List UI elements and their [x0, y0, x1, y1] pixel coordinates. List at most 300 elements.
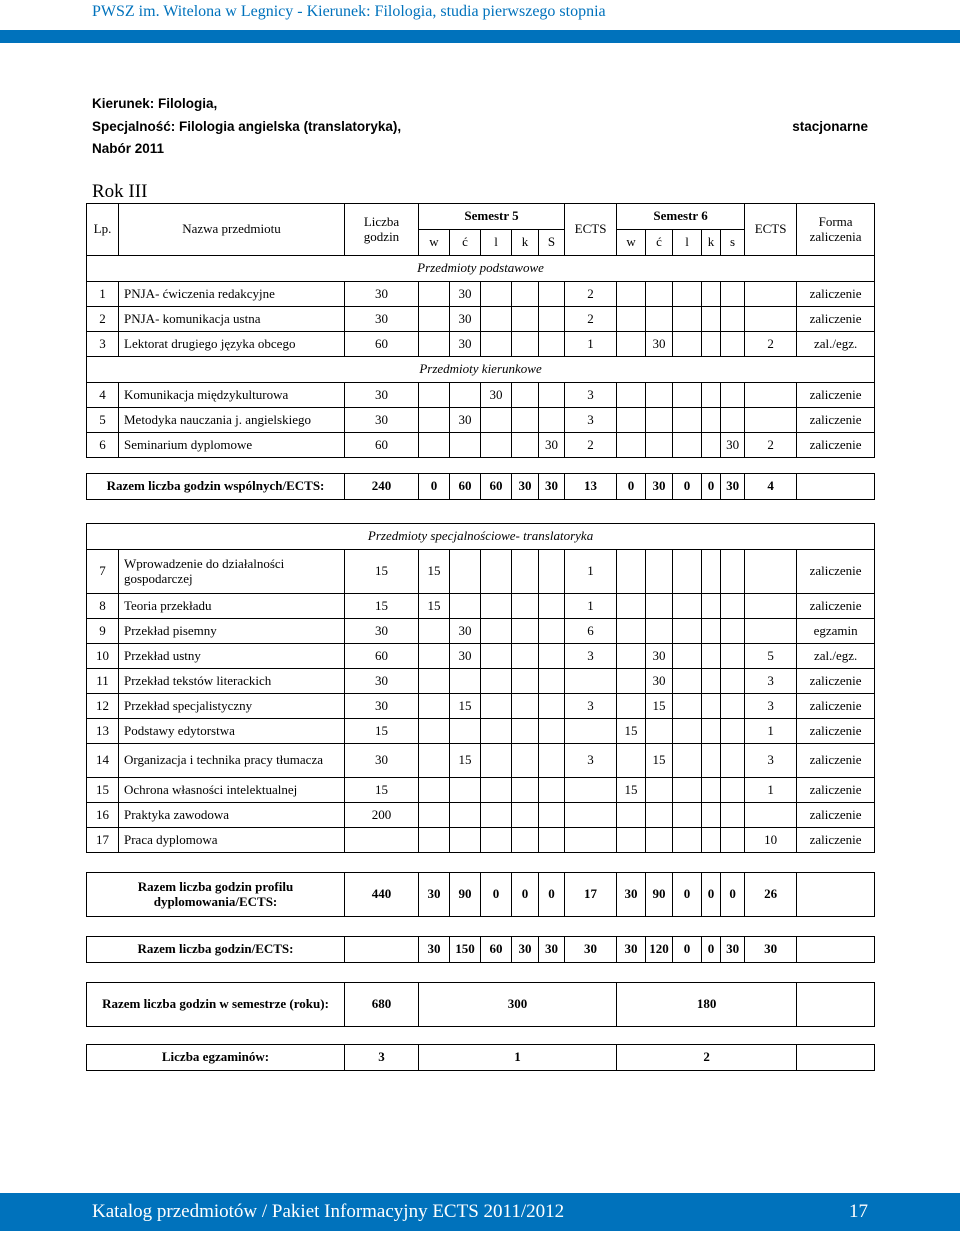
summary-value: 90 — [646, 873, 673, 917]
spacer-row — [87, 1027, 875, 1045]
table-cell: 2 — [565, 282, 617, 307]
table-cell: 2 — [565, 307, 617, 332]
table-cell: 14 — [87, 744, 119, 778]
table-cell — [481, 619, 512, 644]
table-cell — [481, 594, 512, 619]
summary-value: 30 — [617, 937, 646, 963]
table-cell: 1 — [745, 778, 797, 803]
table-cell: 10 — [87, 644, 119, 669]
spacer — [87, 458, 875, 474]
table-cell — [646, 594, 673, 619]
table-cell — [539, 828, 565, 853]
assessment-form: zaliczenie — [797, 803, 875, 828]
table-cell: 4 — [87, 383, 119, 408]
table-cell — [512, 694, 539, 719]
table-cell — [539, 644, 565, 669]
assessment-form: zaliczenie — [797, 282, 875, 307]
table-cell: 60 — [345, 332, 419, 357]
table-cell: 30 — [345, 282, 419, 307]
table-cell — [419, 778, 450, 803]
table-cell: 9 — [87, 619, 119, 644]
table-cell — [539, 719, 565, 744]
section-heading: Przedmioty podstawowe — [87, 256, 875, 282]
table-cell: 15 — [617, 778, 646, 803]
table-cell — [797, 983, 875, 1027]
summary-row — [87, 474, 875, 500]
table-cell — [419, 803, 450, 828]
col-header-sem6-0: w — [617, 230, 646, 256]
table-cell — [721, 594, 745, 619]
table-cell — [702, 828, 721, 853]
subject-row — [87, 778, 875, 803]
col-header-sem6-3: k — [702, 230, 721, 256]
table-cell: 30 — [721, 433, 745, 458]
table-cell — [450, 669, 481, 694]
table-cell: 11 — [87, 669, 119, 694]
summary-value: 17 — [565, 873, 617, 917]
table-cell — [512, 332, 539, 357]
spacer — [87, 917, 875, 937]
section-heading: Przedmioty kierunkowe — [87, 357, 875, 383]
summary-value: 150 — [450, 937, 481, 963]
table-cell: 3 — [745, 669, 797, 694]
table-cell — [702, 433, 721, 458]
table-cell: 5 — [745, 644, 797, 669]
table-cell: 15 — [345, 719, 419, 744]
table-cell — [721, 282, 745, 307]
table-cell — [721, 550, 745, 594]
table-cell — [345, 828, 419, 853]
table-cell — [673, 282, 702, 307]
table-cell — [617, 644, 646, 669]
subject-name: Ochrona własności intelektualnej — [119, 778, 345, 803]
subject-name: Seminarium dyplomowe — [119, 433, 345, 458]
table-cell: 30 — [481, 383, 512, 408]
col-header-sem5-3: k — [512, 230, 539, 256]
summary-value: 30 — [512, 937, 539, 963]
section-row — [87, 357, 875, 383]
table-cell — [481, 828, 512, 853]
table-cell: 2 — [745, 433, 797, 458]
spacer-row — [87, 853, 875, 873]
subject-row — [87, 719, 875, 744]
assessment-form: zaliczenie — [797, 669, 875, 694]
table-cell: 3 — [565, 383, 617, 408]
table-cell — [419, 619, 450, 644]
table-cell — [512, 282, 539, 307]
table-cell — [721, 719, 745, 744]
table-cell: 1 — [565, 594, 617, 619]
table-cell: 30 — [345, 383, 419, 408]
table-cell: 15 — [450, 694, 481, 719]
table-cell — [617, 383, 646, 408]
table-cell: 2 — [745, 332, 797, 357]
table-cell: 30 — [450, 619, 481, 644]
table-cell — [702, 694, 721, 719]
summary-value: 30 — [721, 937, 745, 963]
table-cell — [512, 383, 539, 408]
assessment-form: zaliczenie — [797, 744, 875, 778]
table-cell — [721, 778, 745, 803]
table-cell — [673, 669, 702, 694]
col-header-sem5-1: ć — [450, 230, 481, 256]
assessment-form: egzamin — [797, 619, 875, 644]
table-cell: 15 — [617, 719, 646, 744]
table-cell — [481, 307, 512, 332]
table-cell — [481, 669, 512, 694]
table-cell — [702, 719, 721, 744]
table-cell — [646, 719, 673, 744]
subject-name: Teoria przekładu — [119, 594, 345, 619]
table-cell — [702, 619, 721, 644]
summary-value: 26 — [745, 873, 797, 917]
table-cell: 15 — [646, 744, 673, 778]
table-cell — [617, 408, 646, 433]
table-cell — [721, 669, 745, 694]
table-cell — [617, 803, 646, 828]
table-cell: 17 — [87, 828, 119, 853]
table-cell — [745, 307, 797, 332]
table-cell — [345, 937, 419, 963]
field-of-study: Kierunek: Filologia, — [92, 96, 218, 111]
table-cell: 15 — [450, 744, 481, 778]
subject-row — [87, 594, 875, 619]
table-cell — [646, 433, 673, 458]
table-cell: 3 — [565, 644, 617, 669]
table-cell — [539, 408, 565, 433]
table-cell — [512, 550, 539, 594]
col-header-sem5-0: w — [419, 230, 450, 256]
summary-row — [87, 937, 875, 963]
table-cell: 30 — [646, 644, 673, 669]
table-cell — [702, 744, 721, 778]
summary-value: 240 — [345, 474, 419, 500]
summary-value: 60 — [450, 474, 481, 500]
subject-row — [87, 669, 875, 694]
table-cell — [797, 873, 875, 917]
summary-row — [87, 983, 875, 1027]
subject-name: PNJA- komunikacja ustna — [119, 307, 345, 332]
table-cell — [617, 550, 646, 594]
subject-row — [87, 383, 875, 408]
spacer-row — [87, 500, 875, 524]
subject-name: Podstawy edytorstwa — [119, 719, 345, 744]
table-cell: 16 — [87, 803, 119, 828]
summary-value: 0 — [419, 474, 450, 500]
table-cell — [512, 719, 539, 744]
summary-label: Liczba egzaminów: — [87, 1045, 345, 1071]
table-cell: 3 — [87, 332, 119, 357]
table-cell — [539, 282, 565, 307]
col-header-ects-6: ECTS — [745, 204, 797, 256]
table-cell — [450, 828, 481, 853]
table-cell: 15 — [419, 594, 450, 619]
table-cell — [539, 619, 565, 644]
summary-value: 60 — [481, 474, 512, 500]
table-cell — [745, 803, 797, 828]
table-cell — [646, 828, 673, 853]
running-header — [0, 0, 960, 28]
col-header-semester-5: Semestr 5 — [419, 204, 565, 230]
table-cell — [745, 383, 797, 408]
table-cell — [721, 619, 745, 644]
table-cell: 60 — [345, 644, 419, 669]
subject-name: Przekład specjalistyczny — [119, 694, 345, 719]
spacer — [87, 500, 875, 524]
summary-value: 4 — [745, 474, 797, 500]
summary-value: 90 — [450, 873, 481, 917]
table-cell — [797, 937, 875, 963]
table-cell — [481, 803, 512, 828]
col-header-form: Forma zaliczenia — [797, 204, 875, 256]
table-cell — [646, 383, 673, 408]
table-cell — [512, 619, 539, 644]
table-cell — [721, 332, 745, 357]
table-cell — [617, 332, 646, 357]
summary-value: 0 — [702, 937, 721, 963]
year-heading: Rok III — [92, 181, 148, 202]
table-cell — [539, 803, 565, 828]
table-cell — [419, 828, 450, 853]
table-cell — [617, 307, 646, 332]
summary-value: 0 — [702, 474, 721, 500]
table-cell — [419, 644, 450, 669]
table-cell: 200 — [345, 803, 419, 828]
subject-name: Przekład pisemny — [119, 619, 345, 644]
table-cell — [419, 332, 450, 357]
col-header-sem6-4: s — [721, 230, 745, 256]
col-header-sem6-1: ć — [646, 230, 673, 256]
table-cell: 15 — [419, 550, 450, 594]
subject-row — [87, 803, 875, 828]
assessment-form: zaliczenie — [797, 307, 875, 332]
table-cell: 15 — [345, 550, 419, 594]
table-cell — [512, 307, 539, 332]
summary-value: 30 — [721, 474, 745, 500]
running-title: PWSZ im. Witelona w Legnicy - Kierunek: Filologia, studia pierwszego stopnia — [92, 3, 606, 20]
summary-value: 0 — [617, 474, 646, 500]
table-cell — [617, 619, 646, 644]
table-cell — [617, 433, 646, 458]
table-cell — [673, 744, 702, 778]
section-row — [87, 256, 875, 282]
table-cell — [797, 474, 875, 500]
table-cell — [721, 644, 745, 669]
table-cell — [646, 282, 673, 307]
subject-row — [87, 332, 875, 357]
table-cell — [565, 778, 617, 803]
col-header-sem6-2: l — [673, 230, 702, 256]
table-cell — [702, 408, 721, 433]
table-cell: 30 — [345, 619, 419, 644]
subject-name: Lektorat drugiego języka obcego — [119, 332, 345, 357]
table-cell: 2 — [565, 433, 617, 458]
spacer — [87, 963, 875, 983]
summary-value: 60 — [481, 937, 512, 963]
table-cell — [450, 803, 481, 828]
section-row — [87, 524, 875, 550]
table-cell: 30 — [450, 332, 481, 357]
spacer-row — [87, 917, 875, 937]
table-cell: 3 — [745, 694, 797, 719]
table-cell — [419, 383, 450, 408]
assessment-form: zaliczenie — [797, 550, 875, 594]
assessment-form: zaliczenie — [797, 778, 875, 803]
table-cell — [419, 744, 450, 778]
table-cell: 30 — [345, 694, 419, 719]
summary-label: Razem liczba godzin profilu dyplomowania/ECTS: — [87, 873, 345, 917]
table-cell — [745, 619, 797, 644]
subject-row — [87, 619, 875, 644]
table-cell: 30 — [450, 644, 481, 669]
table-cell — [512, 644, 539, 669]
summary-value: 0 — [702, 873, 721, 917]
table-cell — [721, 408, 745, 433]
table-cell: 13 — [87, 719, 119, 744]
summary-value: 30 — [646, 474, 673, 500]
table-cell: 15 — [345, 778, 419, 803]
table-cell — [617, 594, 646, 619]
table-cell — [512, 669, 539, 694]
table-cell — [617, 669, 646, 694]
table-cell — [617, 282, 646, 307]
table-cell — [673, 550, 702, 594]
table-cell: 7 — [87, 550, 119, 594]
table-cell — [450, 719, 481, 744]
table-cell — [646, 778, 673, 803]
table-cell — [745, 408, 797, 433]
table-cell: 30 — [450, 307, 481, 332]
subject-name: Komunikacja międzykulturowa — [119, 383, 345, 408]
summary-value: 30 — [745, 937, 797, 963]
table-cell — [702, 332, 721, 357]
summary-value: 0 — [481, 873, 512, 917]
table-cell — [617, 694, 646, 719]
table-cell — [646, 307, 673, 332]
assessment-form: zaliczenie — [797, 828, 875, 853]
table-cell — [673, 828, 702, 853]
table-cell: 30 — [345, 408, 419, 433]
table-cell — [539, 550, 565, 594]
table-cell — [481, 282, 512, 307]
col-header-sem5-4: S — [539, 230, 565, 256]
table-cell: 30 — [345, 307, 419, 332]
table-cell — [450, 550, 481, 594]
table-cell — [419, 408, 450, 433]
table-cell — [702, 803, 721, 828]
table-cell — [721, 828, 745, 853]
table-cell: 1 — [745, 719, 797, 744]
subject-row — [87, 694, 875, 719]
table-cell — [539, 694, 565, 719]
page-number: 17 — [849, 1201, 868, 1222]
col-header-name: Nazwa przedmiotu — [119, 204, 345, 256]
assessment-form: zaliczenie — [797, 383, 875, 408]
table-cell: 15 — [345, 594, 419, 619]
table-cell: 15 — [646, 694, 673, 719]
table-cell — [512, 778, 539, 803]
subject-row — [87, 307, 875, 332]
summary-label: Razem liczba godzin w semestrze (roku): — [87, 983, 345, 1027]
table-cell — [673, 694, 702, 719]
summary-value: 30 — [419, 873, 450, 917]
assessment-form: zaliczenie — [797, 719, 875, 744]
table-cell — [565, 719, 617, 744]
table-cell — [565, 803, 617, 828]
subject-name: Metodyka nauczania j. angielskiego — [119, 408, 345, 433]
table-cell — [617, 744, 646, 778]
summary-value: 0 — [539, 873, 565, 917]
table-cell — [512, 803, 539, 828]
summary-value: 0 — [512, 873, 539, 917]
summary-value: 440 — [345, 873, 419, 917]
table-cell — [702, 594, 721, 619]
table-cell — [702, 644, 721, 669]
table-cell — [702, 307, 721, 332]
assessment-form: zaliczenie — [797, 433, 875, 458]
table-cell — [721, 383, 745, 408]
subject-row — [87, 408, 875, 433]
subject-name: Praktyka zawodowa — [119, 803, 345, 828]
table-cell — [721, 744, 745, 778]
table-cell — [673, 332, 702, 357]
spacer-row — [87, 458, 875, 474]
table-cell: 30 — [450, 282, 481, 307]
table-cell: 30 — [450, 408, 481, 433]
table-cell — [721, 307, 745, 332]
table-cell: 3 — [565, 408, 617, 433]
table-cell — [481, 408, 512, 433]
table-cell: 10 — [745, 828, 797, 853]
summary-label: Razem liczba godzin wspólnych/ECTS: — [87, 474, 345, 500]
table-cell — [565, 669, 617, 694]
table-cell — [673, 778, 702, 803]
table-cell: 6 — [565, 619, 617, 644]
table-cell — [419, 282, 450, 307]
table-cell — [646, 619, 673, 644]
summary-sem6: 180 — [617, 983, 797, 1027]
table-cell: 1 — [87, 282, 119, 307]
summary-row — [87, 873, 875, 917]
spacer-row — [87, 963, 875, 983]
table-cell — [419, 307, 450, 332]
subject-name: Wprowadzenie do działalności gospodarczej — [119, 550, 345, 594]
table-cell — [481, 778, 512, 803]
table-cell — [702, 669, 721, 694]
table-cell — [539, 383, 565, 408]
table-cell: 30 — [646, 332, 673, 357]
table-cell: 8 — [87, 594, 119, 619]
table-cell — [512, 828, 539, 853]
summary-value: 30 — [539, 937, 565, 963]
table-cell: 30 — [345, 744, 419, 778]
summary-value: 0 — [721, 873, 745, 917]
summary-value: 30 — [617, 873, 646, 917]
table-cell — [702, 778, 721, 803]
table-cell — [539, 307, 565, 332]
table-cell: 5 — [87, 408, 119, 433]
table-cell — [481, 332, 512, 357]
table-cell — [673, 594, 702, 619]
summary-sem5: 1 — [419, 1045, 617, 1071]
table-cell — [539, 594, 565, 619]
table-cell — [539, 778, 565, 803]
table-cell — [419, 433, 450, 458]
table-cell: 2 — [87, 307, 119, 332]
table-cell — [673, 307, 702, 332]
summary-total: 3 — [345, 1045, 419, 1071]
summary-value: 120 — [646, 937, 673, 963]
